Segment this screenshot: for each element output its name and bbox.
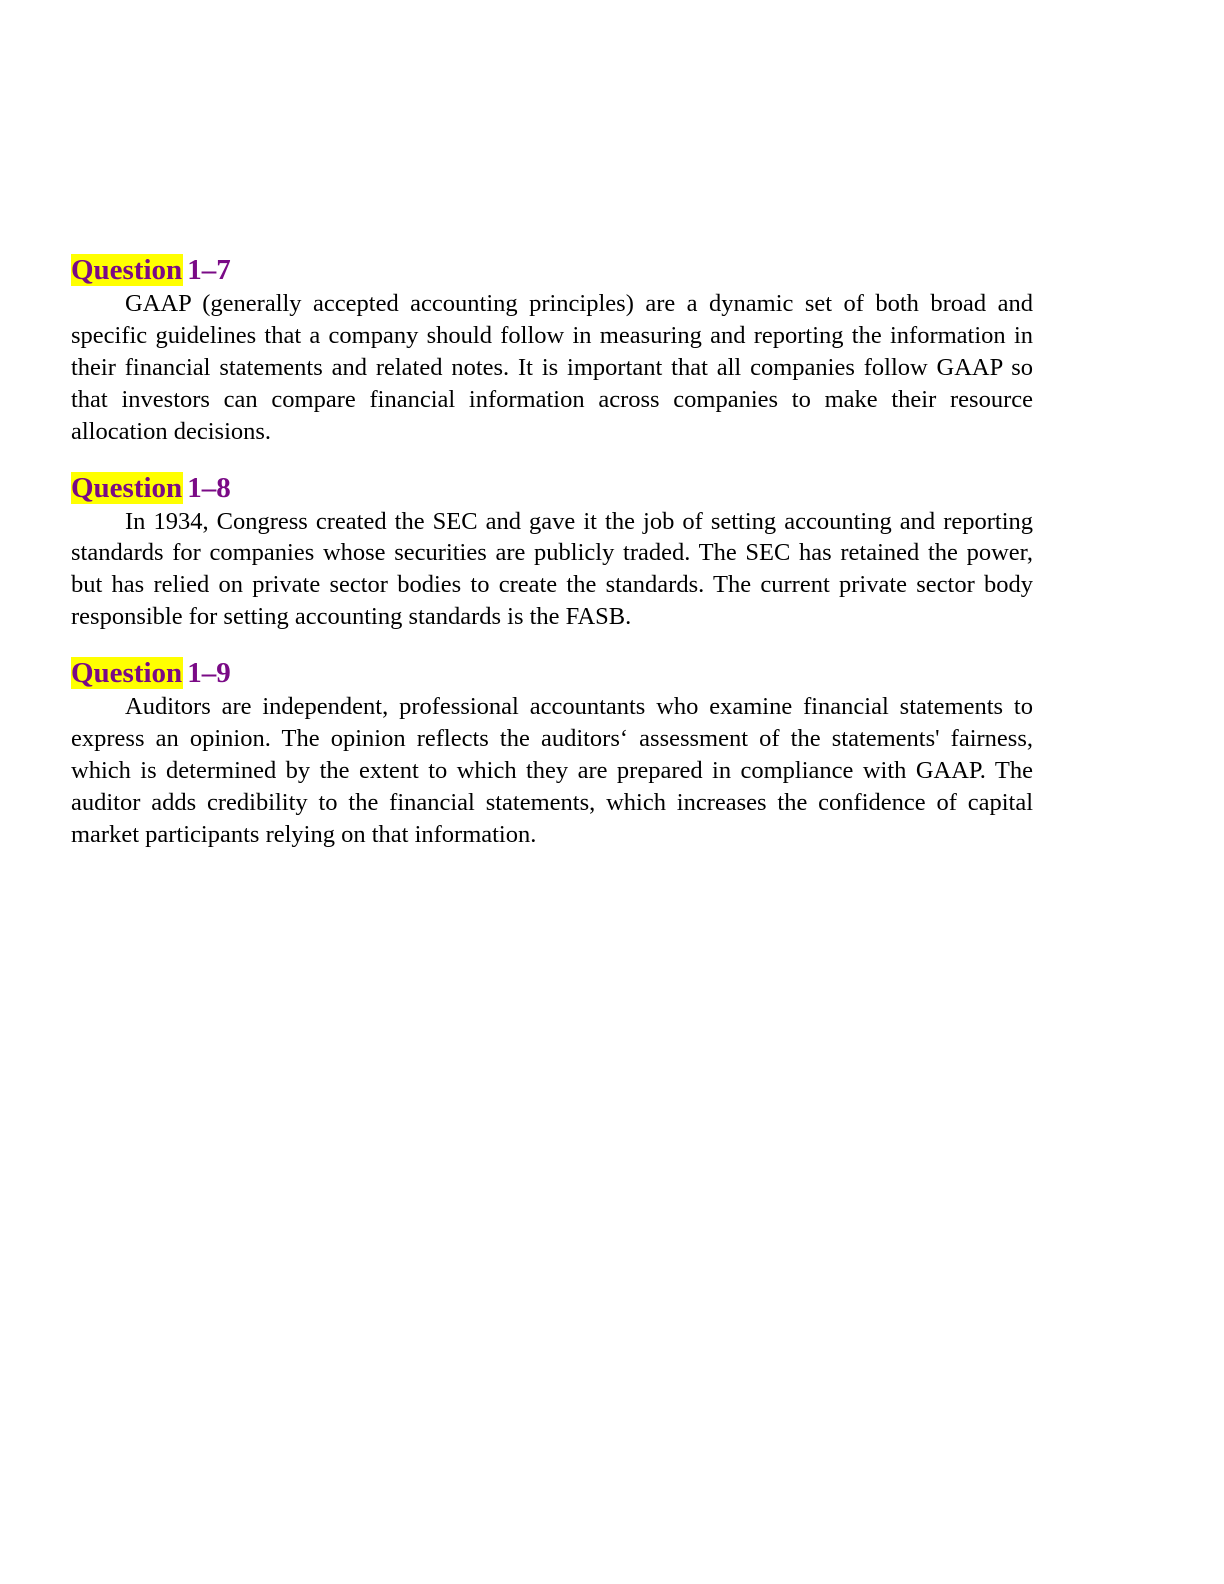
question-number: 1–8 <box>187 471 231 504</box>
question-heading <box>71 470 1033 506</box>
document-page <box>71 252 1033 851</box>
question-number: 1–9 <box>187 657 231 690</box>
question-heading <box>71 252 1033 288</box>
question-label-highlighted: Question <box>71 471 183 504</box>
answer-paragraph: GAAP (generally accepted accounting principles) are a dynamic set of both broad and specific guidelines that a company should follow in measuring and reporting the information in their financial statements and related notes. It is important that all companies follow GAAP so that investors can compare financial information across companies to make their resource allocation decisions. <box>71 290 1033 445</box>
question-section-1-7 <box>71 252 1033 448</box>
question-number: 1–7 <box>187 254 231 286</box>
answer-paragraph: Auditors are independent, professional accountants who examine financial statements to express an opinion. The opinion reflects the auditors‘ assessment of the statements' fairness, which is determined by the extent to which they are prepared in compliance with GAAP. The auditor adds credibility to the financial statements, which increases the confidence of capital market participants relying on that information. <box>71 693 1033 848</box>
question-section-1-8 <box>71 470 1033 634</box>
question-label-highlighted: Question <box>71 254 183 286</box>
question-heading <box>71 655 1033 691</box>
question-section-1-9 <box>71 655 1033 851</box>
question-label-highlighted: Question <box>71 657 183 690</box>
answer-paragraph: In 1934, Congress created the SEC and gave it the job of setting accounting and reporting standards for companies whose securities are publicly traded. The SEC has retained the power, but has relied on private sector bodies to create the standards. The current private sector body responsible for setting accounting standards is the FASB. <box>71 507 1033 631</box>
